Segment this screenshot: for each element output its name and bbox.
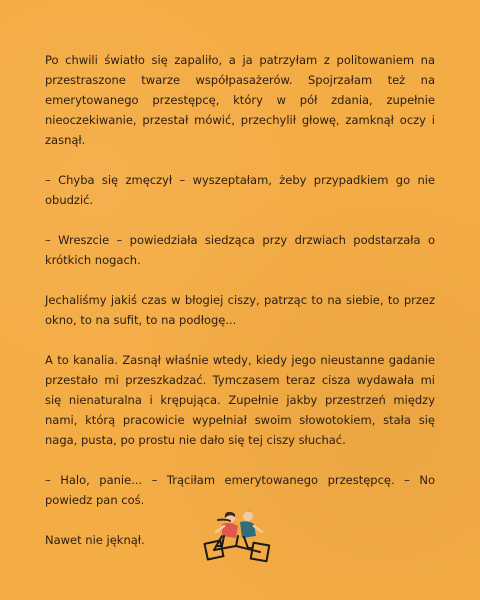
paragraph: – Chyba się zmęczył – wyszeptałam, żeby przypadkiem go nie obudzić. [45, 173, 435, 207]
paragraph: Jechaliśmy jakiś czas w błogiej ciszy, patrząc to na siebie, to przez okno, to na sufit, to na podłogę... [45, 293, 435, 327]
paragraph: – Wreszcie – powiedziała siedząca przy drzwiach podstarzała o krótkich nogach. [45, 233, 435, 267]
bicycle-frame [205, 530, 270, 561]
rider-back [240, 511, 262, 548]
paragraph: A to kanalia. Zasnął właśnie wtedy, kiedy jego nieustanne gadanie przestało mi przeszkadzać. Tymczasem teraz cisza wydawała mi się nienaturalna i krępująca. Zupełnie jakby przestrzeń między nami, którą pracowicie wypełniał swoim słowotokiem, stała się naga, pusta, po prostu nie dało się tej ciszy słuchać. [45, 353, 435, 447]
paragraph: Nawet nie jęknął. [45, 533, 145, 547]
paragraph: – Halo, panie... – Trąciłam emerytowanego przestępcę. – No powiedz pan coś. [45, 473, 435, 507]
tandem-bicycle-riders-icon [196, 502, 286, 572]
paragraph: Po chwili światło się zapaliło, a ja patrzyłam z politowaniem na przestraszone twarze współpasażerów. Spojrzałam też na emerytowanego przestępcę, który w pół zdania, zupełnie nieoczekiwanie, przestał mówić, przechylił głowę, zamknął oczy i zasnął. [45, 53, 435, 147]
story-text [45, 50, 435, 570]
